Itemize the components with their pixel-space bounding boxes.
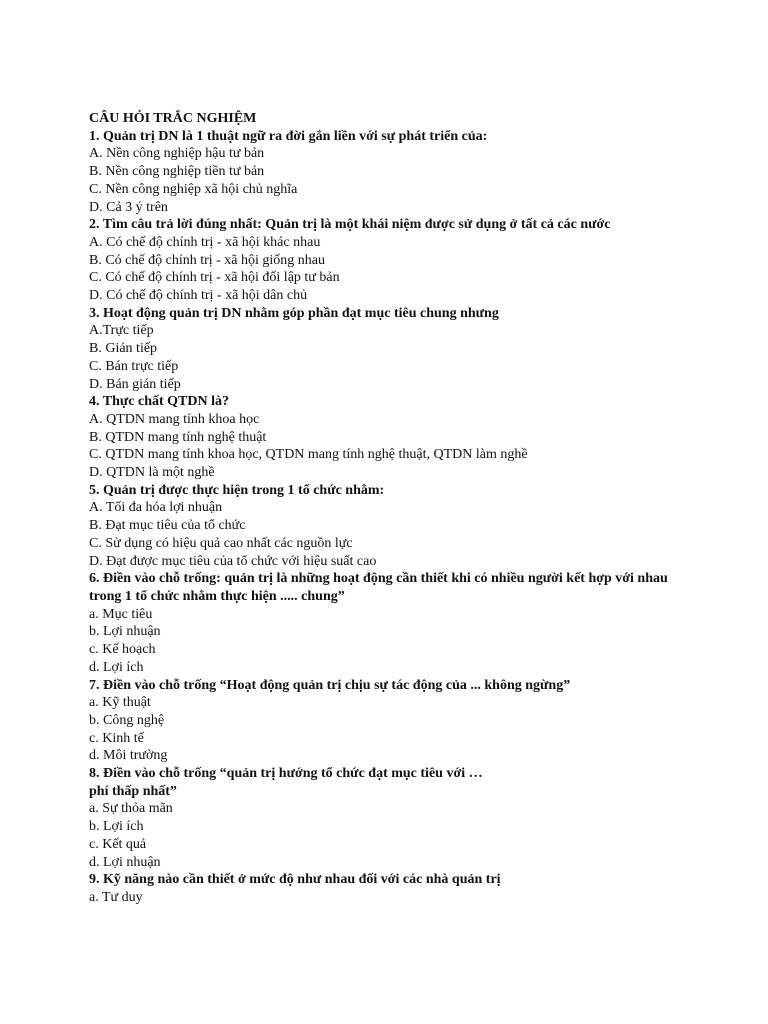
question-block-7 [89,677,689,766]
question-3: 3. Hoạt động quản trị DN nhằm góp phần đạt mục tiêu chung nhưng [89,305,499,321]
question-7: 7. Điền vào chỗ trống “Hoạt động quản trị chịu sự tác động của ... không ngừng” [89,677,571,693]
question-block-1 [89,128,689,217]
question-4-option-b: B. QTDN mang tính nghệ thuật [89,429,267,445]
question-3-option-a: A.Trực tiếp [89,323,154,339]
question-block-2 [89,216,689,305]
question-8-option-b: b. Lợi ích [89,819,144,835]
question-3-option-c: C. Bán trực tiếp [89,358,179,374]
question-block-5 [89,482,689,571]
question-4-option-c: C. QTDN mang tính khoa học, QTDN mang tính nghệ thuật, QTDN làm nghề [89,447,528,463]
question-block-8 [89,765,689,871]
quiz-document [89,110,689,907]
question-8-line-2: phí thấp nhất” [89,783,177,799]
question-2-option-a: A. Có chế độ chính trị - xã hội khác nhau [89,234,321,250]
question-4-option-d: D. QTDN là một nghề [89,465,215,481]
question-5: 5. Quản trị được thực hiện trong 1 tổ chức nhằm: [89,482,385,498]
question-8-option-c: c. Kết quả [89,836,147,852]
question-block-6 [89,570,689,676]
question-1: 1. Quản trị DN là 1 thuật ngữ ra đời gắn liền với sự phát triển của: [89,128,488,144]
question-1-option-d: D. Cả 3 ý trên [89,199,168,215]
question-7-option-b: b. Công nghệ [89,712,165,728]
question-5-option-b: B. Đạt mục tiêu của tổ chức [89,518,246,534]
question-2: 2. Tìm câu trả lời đúng nhất: Quản trị là một khái niệm được sử dụng ở tất cả các nước [89,217,611,233]
question-block-4 [89,393,689,482]
question-7-option-a: a. Kỹ thuật [89,695,151,711]
question-8-line-1: 8. Điền vào chỗ trống “quản trị hướng tổ chức đạt mục tiêu với … [89,766,483,782]
question-8-option-d: d. Lợi nhuận [89,854,161,870]
question-1-option-b: B. Nền công nghiệp tiền tư bản [89,164,265,180]
question-block-9 [89,871,689,906]
question-6-option-a: a. Mục tiêu [89,606,153,622]
question-block-3 [89,305,689,394]
question-2-option-c: C. Có chế độ chính trị - xã hội đối lập tư bản [89,270,340,286]
question-3-option-b: B. Gián tiếp [89,341,158,357]
question-5-option-c: C. Sử dụng có hiệu quả cao nhất các nguồn lực [89,535,353,551]
question-2-option-b: B. Có chế độ chính trị - xã hội giống nhau [89,252,326,268]
question-3-option-d: D. Bán gián tiếp [89,376,181,392]
question-6: 6. Điền vào chỗ trống: quản trị là những hoạt động cần thiết khi có nhiều người kết hợp với nhau trong 1 tổ chức nhằm thực hiện ..... chung” [89,571,668,604]
question-7-option-d: d. Môi trường [89,748,168,764]
question-6-option-c: c. Kế hoạch [89,642,156,658]
question-7-option-c: c. Kinh tế [89,730,144,746]
question-6-option-d: d. Lợi ích [89,659,144,675]
question-8-option-a: a. Sự thỏa mãn [89,801,173,817]
question-4: 4. Thực chất QTDN là? [89,394,229,410]
question-2-option-d: D. Có chế độ chính trị - xã hội dân chủ [89,288,308,304]
question-6-option-b: b. Lợi nhuận [89,624,161,640]
question-4-option-a: A. QTDN mang tính khoa học [89,411,260,427]
question-1-option-c: C. Nền công nghiệp xã hội chủ nghĩa [89,181,298,197]
question-9-option-a: a. Tư duy [89,889,143,905]
document-heading: CÂU HỎI TRẮC NGHIỆM [89,111,257,126]
question-5-option-d: D. Đạt được mục tiêu của tổ chức với hiệu suất cao [89,553,377,569]
question-5-option-a: A. Tối đa hóa lợi nhuận [89,500,223,516]
question-9: 9. Kỹ năng nào cần thiết ở mức độ như nhau đối với các nhà quản trị [89,872,501,888]
question-1-option-a: A. Nền công nghiệp hậu tư bản [89,146,265,162]
